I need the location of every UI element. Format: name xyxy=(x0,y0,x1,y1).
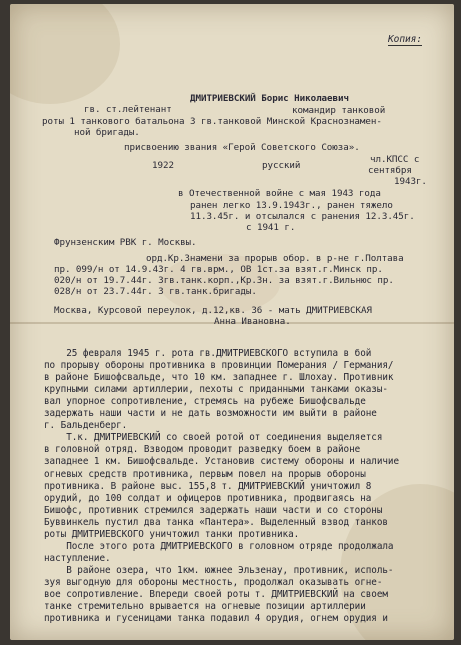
birth-year: 1922 xyxy=(152,160,174,171)
punch-hole xyxy=(0,160,6,174)
citation-line: вал упорное сопротивление, стремясь на рубеже Бишофсвальде xyxy=(44,396,366,408)
citation-line: в головной отряд. Взводом проводит разведку боем в районе xyxy=(44,444,361,456)
awards-line: пр. 099/н от 14.9.43г. 4 гв.врм., ОВ 1ст.за взят.г.Минск пр. xyxy=(54,264,383,275)
awards-line: 020/н от 19.7.44г. 3гв.танк.корп.,Кр.Зн. за взят.г.Вильнюс пр. xyxy=(54,275,394,286)
address-line: Анна Ивановна. xyxy=(214,316,291,327)
citation-line: Т.к. ДМИТРИЕВСКИЙ со своей ротой от соединения выделяется xyxy=(44,432,383,444)
position-line: командир танковой xyxy=(292,105,386,116)
citation-line: зуя выгодную для обороны местность, продолжал оказывать огне- xyxy=(44,576,383,588)
citation-line: в районе Бишофсвальде, что 10 км. западнее г. Шлохау. Противник xyxy=(44,372,394,384)
citation-line: г. Бальденберг. xyxy=(44,420,128,432)
citation-line: противника и гусеницами танка подавил 4 орудия, огнем орудия и xyxy=(44,613,388,625)
wound-line: с 1941 г. xyxy=(246,222,296,233)
citation-line: В районе озера, что 1км. южнее Эльзенау, противник, исполь- xyxy=(44,564,394,576)
citation-line: вое сопротивление. Впереди своей роты т. ДМИТРИЕВСКИЙ на своем xyxy=(44,589,388,600)
copy-mark: Копия: xyxy=(388,34,423,45)
party-line: сентября xyxy=(368,165,412,176)
document-page xyxy=(10,4,454,640)
citation-line: по прорыву обороны противника в провинции Померания / Германия/ xyxy=(44,360,394,372)
citation-line: противника. В районе выс. 155,8 т. ДМИТРИЕВСКИЙ уничтожил 8 xyxy=(44,480,372,492)
rank: гв. ст.лейтенант xyxy=(84,104,172,115)
full-name: ДМИТРИЕВСКИЙ Борис Николаевич xyxy=(190,93,349,104)
citation-line: орудий, до 100 солдат и офицеров противника, продвигаясь на xyxy=(44,492,372,504)
party-line: чл.КПСС с xyxy=(370,154,420,165)
citation-line: западнее 1 км. Бишофсвальде. Установив систему обороны и наличие xyxy=(44,456,400,468)
nationality: русский xyxy=(262,160,301,171)
award-line: присвоению звания «Герой Советского Союза». xyxy=(124,142,360,153)
citation-line: огневых средств противника, первым повел на прорыв обороны xyxy=(44,468,366,480)
address-line: Москва, Курсовой переулок, д.12,кв. 36 - мать ДМИТРИЕВСКАЯ xyxy=(54,305,372,316)
citation-line: После этого рота ДМИТРИЕВСКОГО в головном отряде продолжала xyxy=(44,540,394,552)
party-line: 1943г. xyxy=(394,176,427,187)
wound-line: ранен легко 13.9.1943г., ранен тяжело xyxy=(190,200,393,211)
citation-line: крупными силами артиллерии, пехоты с приданными танками оказы- xyxy=(44,384,388,396)
citation-line: Бишофс, противник стремился задержать наши части и со стороны xyxy=(44,504,383,516)
punch-hole xyxy=(0,470,6,484)
citation-line: Буввинкель пустил два танка «Пантера». Выделенный взвод танков xyxy=(44,516,388,528)
paper-stain xyxy=(10,4,120,104)
position-line: ной бригады. xyxy=(74,127,140,138)
position-line: роты 1 танкового батальона 3 гв.танковой Минской Краснознамен- xyxy=(42,116,382,127)
war-since: в Отечественной войне с мая 1943 года xyxy=(178,188,381,199)
awards-line: орд.Кр.Знамени за прорыв обор. в р-не г.Полтава xyxy=(146,253,404,264)
citation-line: задержать наши части и не дать возможности им выйти в районе xyxy=(44,408,377,420)
citation-line: наступление. xyxy=(44,552,111,564)
citation-line: 25 февраля 1945 г. рота гв.ДМИТРИЕВСКОГО вступила в бой xyxy=(44,348,372,359)
wound-line: 11.3.45г. и отсылался с ранения 12.3.45г. xyxy=(190,211,415,222)
rvk-line: Фрунзенским РВК г. Москвы. xyxy=(54,237,197,248)
citation-line: роты ДМИТРИЕВСКОГО уничтожил танки противника. xyxy=(44,528,300,540)
awards-line: 028/н от 23.7.44г. 3 гв.танк.бригады. xyxy=(54,286,257,297)
citation-line: танке стремительно врывается на огневые позиции артиллерии xyxy=(44,601,366,613)
